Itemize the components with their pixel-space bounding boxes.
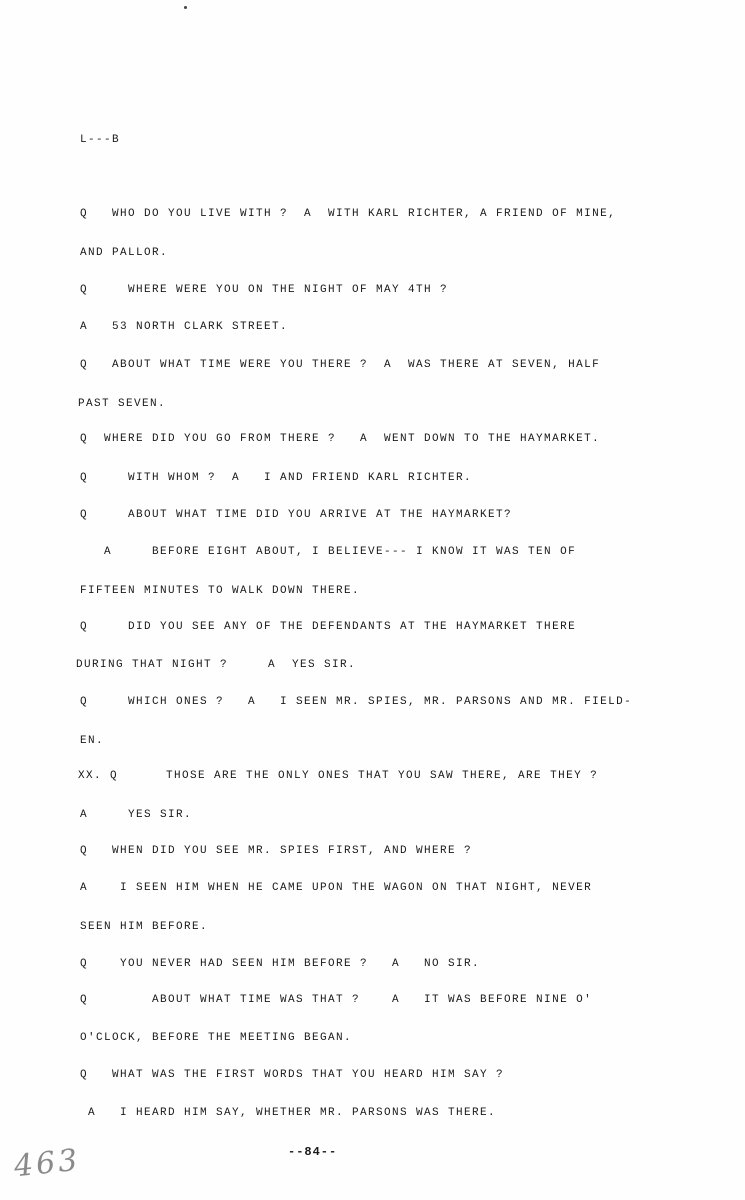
- transcript-line: Q WHERE WERE YOU ON THE NIGHT OF MAY 4TH ?: [80, 284, 449, 296]
- ink-speck: [184, 6, 187, 9]
- document-header: L---B: [80, 134, 121, 146]
- transcript-line: Q WITH WHOM ? A I AND FRIEND KARL RICHTER.: [80, 472, 473, 484]
- transcript-line: DURING THAT NIGHT ? A YES SIR.: [76, 659, 357, 671]
- transcript-line: Q YOU NEVER HAD SEEN HIM BEFORE ? A NO SIR.: [80, 958, 481, 970]
- transcript-line: Q ABOUT WHAT TIME DID YOU ARRIVE AT THE HAYMARKET?: [80, 509, 513, 521]
- transcript-line: A 53 NORTH CLARK STREET.: [80, 321, 289, 333]
- transcript-line: Q ABOUT WHAT TIME WERE YOU THERE ? A WAS THERE AT SEVEN, HALF: [80, 359, 601, 371]
- transcript-line: A I SEEN HIM WHEN HE CAME UPON THE WAGON ON THAT NIGHT, NEVER: [80, 882, 593, 894]
- transcript-line: AND PALLOR.: [80, 247, 169, 259]
- transcript-line: O'CLOCK, BEFORE THE MEETING BEGAN.: [80, 1032, 353, 1044]
- transcript-line: Q WHEN DID YOU SEE MR. SPIES FIRST, AND WHERE ?: [80, 845, 473, 857]
- transcript-line: SEEN HIM BEFORE.: [80, 921, 209, 933]
- transcript-line: A YES SIR.: [80, 809, 193, 821]
- transcript-line: Q WHAT WAS THE FIRST WORDS THAT YOU HEARD HIM SAY ?: [80, 1069, 505, 1081]
- transcript-line: FIFTEEN MINUTES TO WALK DOWN THERE.: [80, 585, 361, 597]
- transcript-line: Q ABOUT WHAT TIME WAS THAT ? A IT WAS BEFORE NINE O': [80, 994, 593, 1006]
- transcript-line: Q WHO DO YOU LIVE WITH ? A WITH KARL RICHTER, A FRIEND OF MINE,: [80, 208, 617, 220]
- transcript-line: XX. Q THOSE ARE THE ONLY ONES THAT YOU SAW THERE, ARE THEY ?: [78, 770, 599, 782]
- transcript-line: EN.: [80, 735, 105, 747]
- transcript-line: PAST SEVEN.: [78, 398, 167, 410]
- transcript-line: Q WHERE DID YOU GO FROM THERE ? A WENT DOWN TO THE HAYMARKET.: [80, 433, 601, 445]
- transcript-line: A BEFORE EIGHT ABOUT, I BELIEVE--- I KNOW IT WAS TEN OF: [80, 546, 577, 558]
- transcript-line: Q WHICH ONES ? A I SEEN MR. SPIES, MR. PARSONS AND MR. FIELD-: [80, 696, 633, 708]
- page-number: --84--: [288, 1145, 338, 1159]
- transcript-line: Q DID YOU SEE ANY OF THE DEFENDANTS AT THE HAYMARKET THERE: [80, 621, 577, 633]
- handwritten-folio-number: 463: [12, 1142, 82, 1185]
- transcript-line: A I HEARD HIM SAY, WHETHER MR. PARSONS WAS THERE.: [80, 1107, 497, 1119]
